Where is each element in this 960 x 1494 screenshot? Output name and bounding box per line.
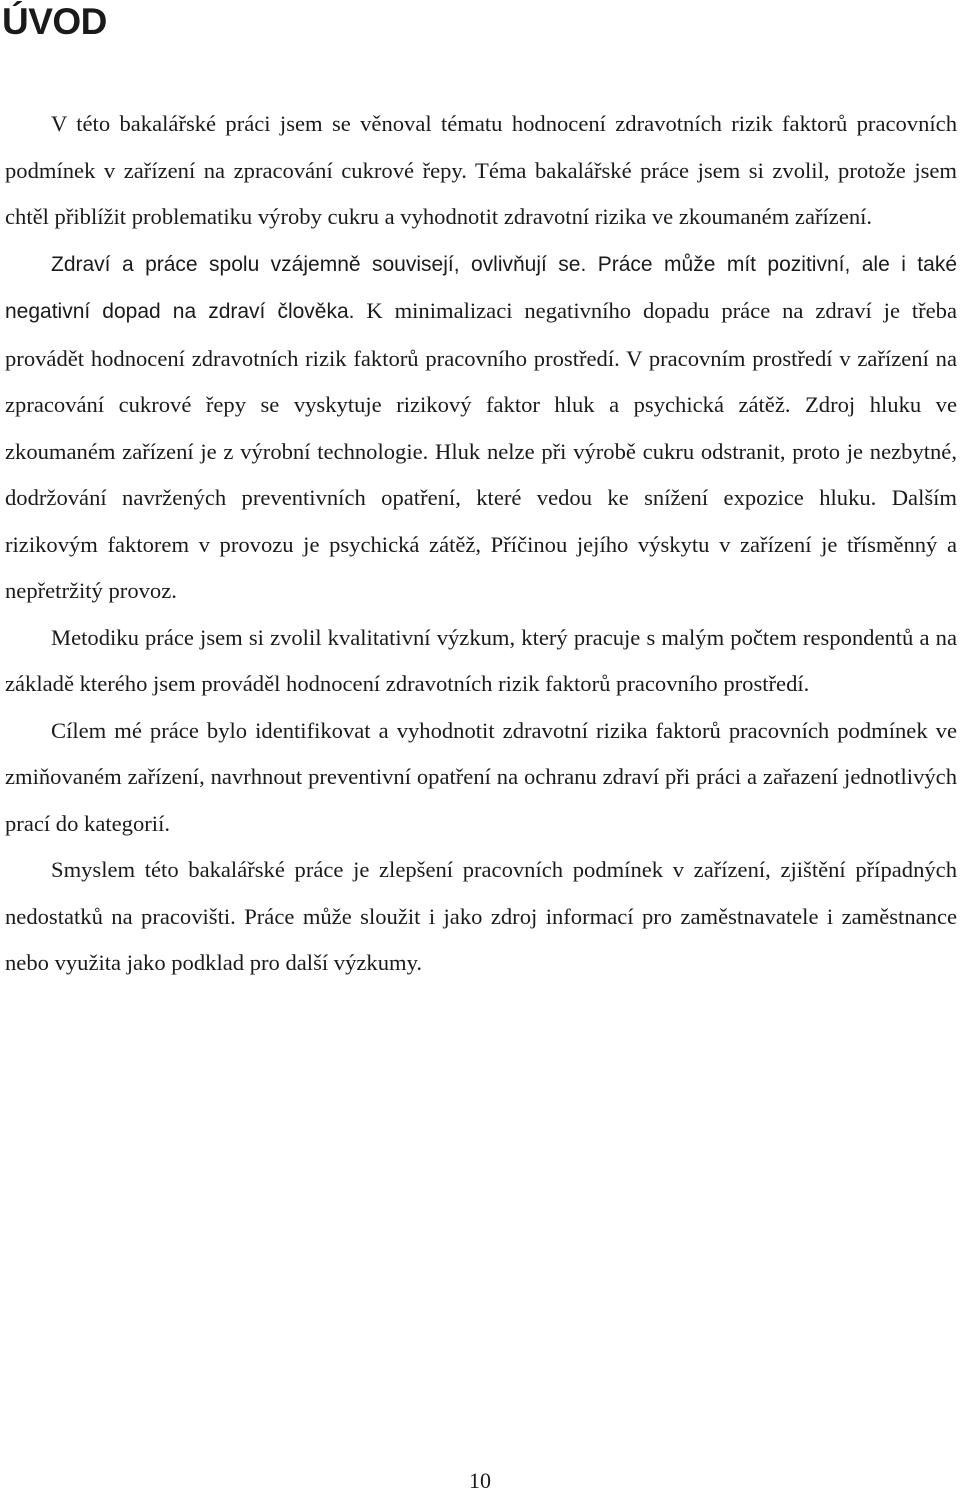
paragraph-methodology-text: Metodiku práce jsem si zvolil kvalitativní výzkum, který pracuje s malým počtem respondentů a na základě kterého jsem prováděl hodnocení zdravotních rizik faktorů pracovního prostředí. [5,624,957,696]
paragraph-health-and-work [5,241,957,615]
paragraph-goal [5,708,957,848]
chapter-heading: ÚVOD [2,1,107,42]
paragraph-health-and-work-text: K minimalizaci negativního dopadu práce na zdraví je třeba provádět hodnocení zdravotních rizik faktorů pracovního prostředí. V pracovním prostředí v zařízení na zpracování cukrové řepy se vyskytuje rizikový faktor hluk a psychická zátěž. Zdroj hluku ve zkoumaném zařízení je z výrobní technologie. Hluk nelze při výrobě cukru odstranit, proto je nezbytné, dodržování navržených preventivních opatření, které vedou ke snížení expozice hluku. Dalším rizikovým faktorem v provozu je psychická zátěž, Příčinou jejího výskytu v zařízení je třísměnný a nepřetržitý provoz. [5,298,958,603]
paragraph-purpose [5,847,957,987]
paragraph-methodology [5,615,957,708]
paragraph-intro-text: V této bakalářské práci jsem se věnoval tématu hodnocení zdravotních rizik faktorů pracovních podmínek v zařízení na zpracování cukrové řepy. Téma bakalářské práce jsem si zvolil, protože jsem chtěl přiblížit problematiku výroby cukru a vyhodnotit zdravotní rizika ve zkoumaném zařízení. [5,111,957,229]
body-text [5,101,957,987]
paragraph-health-and-work-sans-text: Zdraví a práce spolu vzájemně souvisejí, ovlivňují se. Práce může mít pozitivní, ale i také negativní dopad na zdraví člověka. [5,252,957,323]
paragraph-purpose-text: Smyslem této bakalářské práce je zlepšení pracovních podmínek v zařízení, zjištění případných nedostatků na pracovišti. Práce může sloužit i jako zdroj informací pro zaměstnavatele i zaměstnance nebo využita jako podklad pro další výzkumy. [5,857,957,975]
paragraph-goal-text: Cílem mé práce bylo identifikovat a vyhodnotit zdravotní rizika faktorů pracovních podmínek ve zmiňovaném zařízení, navrhnout preventivní opatření na ochranu zdraví při práci a zařazení jednotlivých prací do kategorií. [5,717,957,836]
page-number: 10 [469,1468,491,1493]
paragraph-intro [5,101,957,241]
